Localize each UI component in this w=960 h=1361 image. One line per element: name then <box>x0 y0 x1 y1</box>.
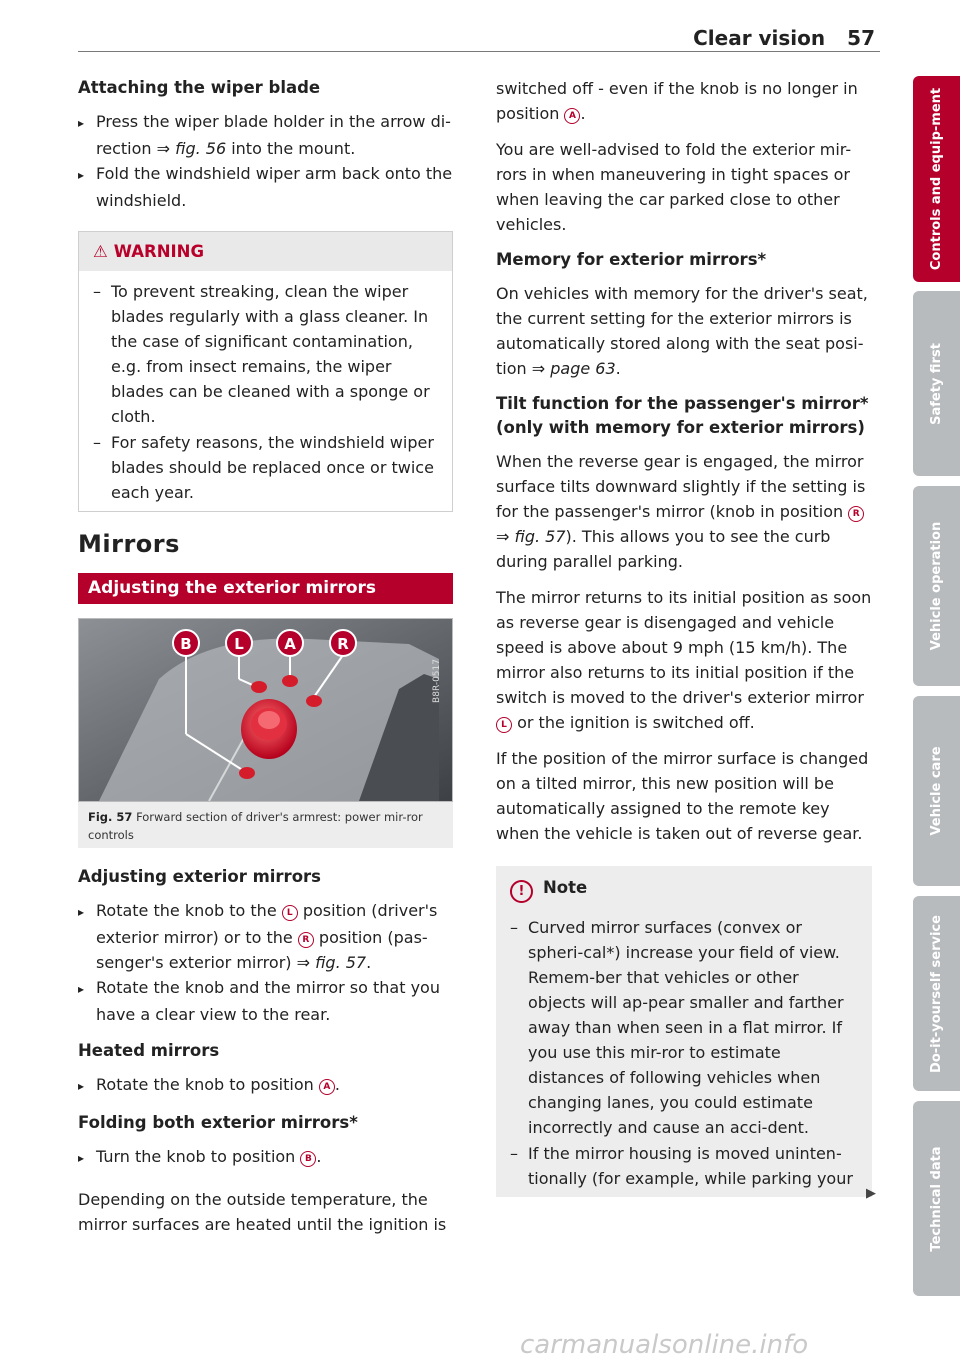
page-63-link[interactable]: ⇒ page 63 <box>531 359 616 378</box>
return-paragraph: The mirror returns to its initial position as soon as reverse gear is disengaged and vehicle speed is above about 9 mph (15 km/h). The mirror also returns to its initial position if the switch is moved to the driver's exterior mirror L or the ignition is switched off. <box>496 588 872 732</box>
adjust-heading: Adjusting exterior mirrors <box>78 867 321 886</box>
attach-heading: Attaching the wiper blade <box>78 78 321 97</box>
warning-item: – For safety reasons, the windshield wiper blades should be replaced once or twice each year. <box>93 430 438 505</box>
tab-vehicle-operation[interactable]: Vehicle operation <box>913 486 960 686</box>
header-rule <box>78 51 880 52</box>
position-a-icon: A <box>319 1079 335 1095</box>
folding-heading: Folding both exterior mirrors* <box>78 1113 358 1132</box>
fold-advice-paragraph: You are well-advised to fold the exterior mir-rors in when maneuvering in tight spaces or when leaving the car parked close to other vehicles. <box>496 140 852 234</box>
tilt-heading: Tilt function for the passenger's mirror* (only with memory for exterior mirrors) <box>496 394 869 437</box>
attach-step-1: ▸ Press the wiper blade holder in the arrow di-rection ⇒ fig. 56 into the mount. <box>78 109 453 161</box>
label-a: A <box>284 635 296 653</box>
warning-box <box>78 231 453 512</box>
label-l: L <box>234 635 244 653</box>
chapter-title: Clear vision <box>693 26 826 50</box>
position-b-icon: B <box>300 1151 316 1167</box>
label-r: R <box>337 635 349 653</box>
subsection-banner: Adjusting the exterior mirrors <box>78 573 453 604</box>
page-number: 57 <box>847 26 875 50</box>
adjust-step-2: ▸ Rotate the knob and the mirror so that you have a clear view to the rear. <box>78 975 453 1027</box>
position-l-icon: L <box>282 905 298 921</box>
memory-heading: Memory for exterior mirrors* <box>496 250 767 269</box>
fig-57-link[interactable]: ⇒ fig. 57 <box>296 953 367 972</box>
tab-controls-and-equipment[interactable]: Controls and equip-ment <box>913 76 960 282</box>
warning-item: – To prevent streaking, clean the wiper blades regularly with a glass cleaner. In the case of significant contamination, e.g. from insect remains, the wiper blades can be cleaned with a sponge or cloth. <box>93 279 438 429</box>
warning-triangle-icon: ⚠ <box>93 242 108 261</box>
watermark: carmanualsonline.info <box>520 1330 809 1360</box>
mirror-control-illustration <box>79 619 452 801</box>
position-a-icon: A <box>564 108 580 124</box>
note-item: – If the mirror housing is moved uninten-tionally (for example, while parking your <box>510 1141 858 1191</box>
note-exclamation-icon: ! <box>510 880 533 903</box>
running-header <box>693 26 875 50</box>
warning-header <box>79 232 452 271</box>
note-title: Note <box>543 878 588 897</box>
section-title-mirrors: Mirrors <box>78 530 180 558</box>
continued-paragraph: switched off - even if the knob is no longer in position A . <box>496 79 858 123</box>
tilt-paragraph: When the reverse gear is engaged, the mirror surface tilts downward slightly if the setting is for the passenger's mirror (knob in position R ⇒ fig. 57). This allows you to see the curb during parallel parking. <box>496 452 866 571</box>
continue-arrow-icon: ▶ <box>866 1186 876 1201</box>
depending-paragraph: Depending on the outside temperature, the mirror surfaces are heated until the ignition is <box>78 1190 447 1234</box>
tab-safety-first[interactable]: Safety first <box>913 291 960 476</box>
tab-technical-data[interactable]: Technical data <box>913 1101 960 1296</box>
position-r-icon: R <box>848 506 864 522</box>
position-l-icon: L <box>496 717 512 733</box>
note-header <box>496 866 872 907</box>
fig-57-link[interactable]: ⇒ fig. 57 <box>496 527 566 546</box>
position-r-icon: R <box>298 932 314 948</box>
note-item: – Curved mirror surfaces (convex or spheri-cal*) increase your field of view. Remem-ber that vehicles or other objects will ap-pear smaller and farther away than when seen in a flat mirror. If you use this mir-ror to estimate distances of following vehicles when changing lanes, you could estimate incorrectly and cause an acci-dent. <box>510 915 858 1140</box>
attach-step-2: ▸ Fold the windshield wiper arm back onto the windshield. <box>78 161 453 213</box>
tab-vehicle-care[interactable]: Vehicle care <box>913 696 960 886</box>
note-box <box>496 866 872 1197</box>
figure-caption-text: Forward section of driver's armrest: power mir-ror controls <box>88 810 423 842</box>
fig-56-link[interactable]: ⇒ fig. 56 <box>156 139 227 158</box>
heated-heading: Heated mirrors <box>78 1041 220 1060</box>
folding-step: ▸ Turn the knob to position B . <box>78 1144 453 1171</box>
figure-code: B8R-0517 <box>432 659 442 703</box>
figure-caption <box>78 802 453 848</box>
warning-title: WARNING <box>113 242 205 261</box>
figure-57-image <box>78 618 453 802</box>
adjust-step-1: ▸ Rotate the knob to the L position (driver's exterior mirror) or to the R position (pas-senger's exterior mirror) ⇒ fig. 57. <box>78 898 453 975</box>
heated-step: ▸ Rotate the knob to position A . <box>78 1072 453 1099</box>
label-b: B <box>180 635 192 653</box>
memory-paragraph: On vehicles with memory for the driver's seat, the current setting for the exterior mirrors is automatically stored along with the seat posi-tion ⇒ page 63. <box>496 284 868 378</box>
right-column <box>496 76 872 1197</box>
figure-label: Fig. 57 <box>88 810 133 824</box>
changed-paragraph: If the position of the mirror surface is changed on a tilted mirror, this new position will be automatically assigned to the remote key when the vehicle is taken out of reverse gear. <box>496 749 869 843</box>
left-column <box>78 76 453 1248</box>
tab-do-it-yourself-service[interactable]: Do-it-yourself service <box>913 896 960 1091</box>
